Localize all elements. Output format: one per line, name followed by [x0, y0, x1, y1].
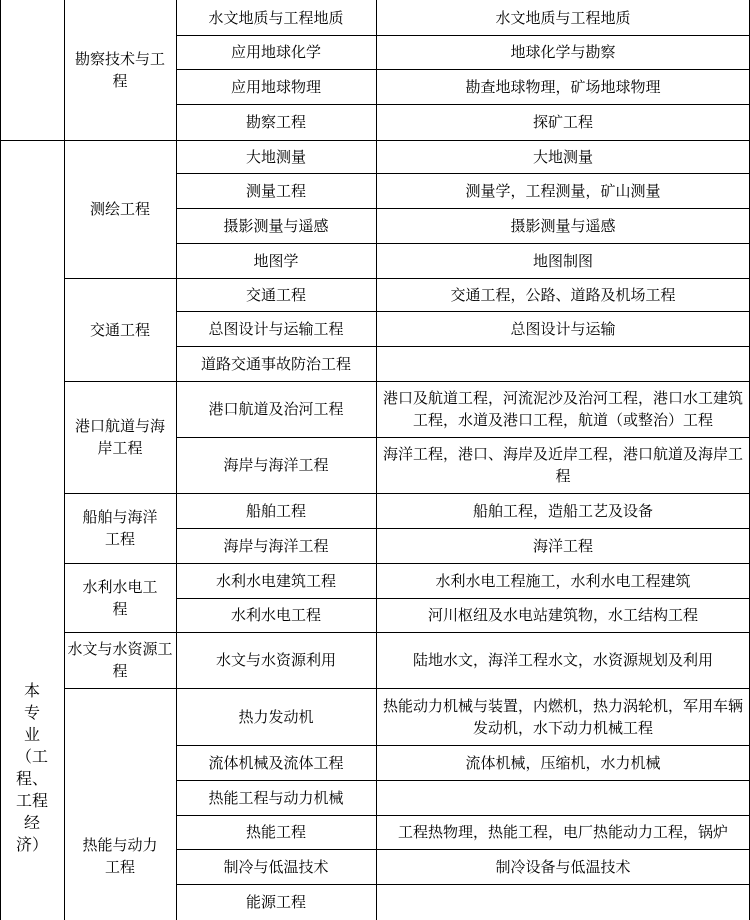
- related-specialty: 流体机械，压缩机，水力机械: [465, 753, 661, 772]
- related-specialty: 勘查地球物理，矿场地球物理: [465, 77, 661, 96]
- related-specialty-cell: [376, 243, 750, 278]
- specialty-name: 流体机械及流体工程: [208, 753, 344, 772]
- related-specialty-cell: [376, 311, 750, 346]
- table-rule: [176, 780, 750, 781]
- category-label: 交通工程: [89, 320, 150, 339]
- related-specialty-cell: [376, 0, 750, 35]
- specialty-name-cell: [176, 884, 376, 920]
- category-cell: [64, 632, 176, 688]
- specialty-name: 热力发动机: [238, 707, 314, 726]
- table-rule: [0, 140, 750, 141]
- table-rule: [176, 688, 750, 689]
- table-rule: [0, 0, 1, 920]
- specialty-name: 交通工程: [245, 285, 306, 304]
- table-rule: [64, 632, 176, 633]
- table-rule: [176, 346, 750, 347]
- specialty-name: 水利水电工程: [230, 606, 321, 624]
- major-label-char: 济）: [15, 835, 48, 854]
- related-specialty: 交通工程，公路、道路及机场工程: [450, 285, 676, 304]
- related-specialty-cell: [376, 278, 750, 311]
- table-rule: [176, 69, 750, 70]
- specialty-name: 热能工程: [245, 823, 306, 841]
- related-specialty-cell: [376, 346, 750, 381]
- category-label: 勘察技术与工程: [74, 50, 165, 90]
- specialty-name: 海岸与海洋工程: [223, 456, 329, 474]
- table-rule: [176, 632, 750, 633]
- specialty-name-cell: [176, 563, 376, 598]
- specialty-name: 能源工程: [245, 893, 306, 911]
- category-label: 热能与动力工程: [82, 836, 158, 876]
- related-specialty-cell: [376, 632, 750, 688]
- table-rule: [176, 598, 750, 599]
- specialty-name: 热能工程与动力机械: [208, 788, 344, 807]
- table-rule: [176, 437, 750, 438]
- specialty-name: 应用地球物理: [230, 77, 321, 96]
- related-specialty-cell: [376, 563, 750, 598]
- table-rule: [176, 884, 750, 885]
- related-specialty: 工程热物理，热能工程，电厂热能动力工程，锅炉: [397, 823, 728, 841]
- major-label-char: 工程: [15, 791, 48, 810]
- specialty-name-cell: [176, 69, 376, 104]
- specialty-name-cell: [176, 780, 376, 815]
- specialty-name: 勘察工程: [245, 113, 306, 131]
- related-specialty-cell: [376, 173, 750, 208]
- specialty-name-cell: [176, 140, 376, 173]
- specialty-name-cell: [176, 528, 376, 563]
- category-cell: [64, 381, 176, 493]
- table-rule: [176, 528, 750, 529]
- major-label-char: 本: [23, 681, 40, 700]
- related-specialty-cell: [376, 745, 750, 780]
- table-rule: [376, 0, 377, 920]
- specialty-name-cell: [176, 598, 376, 632]
- table-rule: [176, 243, 750, 244]
- specialty-name: 水文地质与工程地质: [208, 8, 344, 27]
- table-rule: [176, 104, 750, 105]
- table-rule: [176, 311, 750, 312]
- table-rule: [64, 688, 176, 689]
- specialty-name-cell: [176, 632, 376, 688]
- category-label: 测绘工程: [89, 200, 150, 218]
- category-label: 水利水电工程: [82, 577, 158, 618]
- specialty-name-cell: [176, 815, 376, 849]
- specialty-name: 测量工程: [245, 181, 306, 200]
- specialty-name-cell: [176, 381, 376, 437]
- specialty-name: 摄影测量与遥感: [223, 216, 329, 235]
- major-label-char: 专: [23, 703, 40, 722]
- related-specialty-cell: [376, 140, 750, 173]
- related-specialty: 海洋工程，港口、海岸及近岸工程，港口航道及海岸工程: [383, 445, 744, 485]
- table-rule: [64, 0, 65, 920]
- table-rule: [176, 0, 177, 920]
- specialty-name: 水文与水资源利用: [215, 651, 336, 669]
- related-specialty-cell: [376, 688, 750, 745]
- table-rule: [176, 381, 750, 382]
- specialty-name-cell: [176, 849, 376, 884]
- table-rule: [176, 208, 750, 209]
- category-label: 港口航道与海岸工程: [74, 417, 165, 457]
- table-rule: [176, 35, 750, 36]
- specialty-name: 道路交通事故防治工程: [200, 354, 351, 373]
- related-specialty: 大地测量: [532, 147, 593, 166]
- table-rule: [176, 745, 750, 746]
- related-specialty: 热能动力机械与装置，内燃机，热力涡轮机，军用车辆发动机，水下动力机械工程: [383, 696, 744, 737]
- major-label-char: 经: [23, 813, 40, 832]
- related-specialty-cell: [376, 69, 750, 104]
- related-specialty: 港口及航道工程，河流泥沙及治河工程，港口水工建筑工程，水道及港口工程，航道（或整治）工程: [383, 389, 744, 429]
- major-label-char: 程、: [15, 769, 48, 788]
- related-specialty: 地图制图: [532, 251, 593, 270]
- related-specialty: 摄影测量与遥感: [510, 216, 616, 235]
- table-rule: [64, 278, 176, 279]
- related-specialty-cell: [376, 437, 750, 493]
- category-cell: [64, 278, 176, 381]
- specialty-name-cell: [176, 104, 376, 140]
- table-rule: [176, 278, 750, 279]
- category-cell: [64, 493, 176, 563]
- table-rule: [176, 563, 750, 564]
- table-rule: [176, 849, 750, 850]
- related-specialty: 水文地质与工程地质: [495, 8, 631, 27]
- major-category-cell: [0, 140, 64, 920]
- specialty-name: 港口航道及治河工程: [208, 400, 344, 418]
- specialty-name-cell: [176, 208, 376, 243]
- table-rule: [176, 815, 750, 816]
- category-cell: [64, 0, 176, 140]
- related-specialty-cell: [376, 528, 750, 563]
- category-cell: [64, 688, 176, 920]
- specialty-name-cell: [176, 35, 376, 69]
- specialty-name: 应用地球化学: [230, 43, 321, 61]
- specialty-name: 海岸与海洋工程: [223, 536, 329, 555]
- specialty-name: 总图设计与运输工程: [208, 319, 344, 338]
- category-label: 船舶与海洋工程: [82, 508, 158, 548]
- related-specialty: 探矿工程: [532, 113, 593, 131]
- specialty-name: 制冷与低温技术: [223, 857, 329, 876]
- category-cell: [64, 563, 176, 632]
- table-rule: [176, 173, 750, 174]
- related-specialty: 总图设计与运输: [510, 319, 616, 338]
- table-rule: [176, 493, 750, 494]
- specialty-name-cell: [176, 0, 376, 35]
- related-specialty: 测量学，工程测量，矿山测量: [465, 181, 661, 200]
- specialty-name-cell: [176, 278, 376, 311]
- related-specialty-cell: [376, 208, 750, 243]
- specialty-name-cell: [176, 311, 376, 346]
- specialty-name-cell: [176, 437, 376, 493]
- category-label: 水文与水资源工程: [67, 640, 173, 680]
- specialty-name-cell: [176, 173, 376, 208]
- specialty-name: 大地测量: [245, 147, 306, 166]
- related-specialty: 海洋工程: [532, 536, 593, 555]
- specialty-name: 地图学: [253, 251, 299, 270]
- related-specialty-cell: [376, 780, 750, 815]
- related-specialty: 河川枢纽及水电站建筑物，水工结构工程: [427, 606, 698, 624]
- related-specialty-cell: [376, 381, 750, 437]
- related-specialty-cell: [376, 35, 750, 69]
- related-specialty: 制冷设备与低温技术: [495, 857, 631, 876]
- specialty-name-cell: [176, 243, 376, 278]
- specialty-name: 船舶工程: [245, 501, 306, 520]
- table-rule: [64, 493, 176, 494]
- table-rule: [64, 563, 176, 564]
- related-specialty-cell: [376, 598, 750, 632]
- related-specialty: 水利水电工程施工，水利水电工程建筑: [435, 571, 691, 590]
- related-specialty-cell: [376, 104, 750, 140]
- specialty-name: 水利水电建筑工程: [215, 571, 336, 590]
- major-label-char: （工: [15, 747, 48, 766]
- specialty-name-cell: [176, 493, 376, 528]
- related-specialty-cell: [376, 493, 750, 528]
- major-label-char: 业: [23, 725, 40, 744]
- specialty-name-cell: [176, 688, 376, 745]
- table-rule: [64, 381, 176, 382]
- related-specialty: 地球化学与勘察: [510, 43, 616, 61]
- related-specialty: 船舶工程，造船工艺及设备: [472, 501, 653, 520]
- related-specialty-cell: [376, 849, 750, 884]
- related-specialty-cell: [376, 884, 750, 920]
- specialty-name-cell: [176, 745, 376, 780]
- related-specialty-cell: [376, 815, 750, 849]
- specialty-name-cell: [176, 346, 376, 381]
- related-specialty: 陆地水文，海洋工程水文，水资源规划及利用: [412, 651, 713, 669]
- category-cell: [64, 140, 176, 278]
